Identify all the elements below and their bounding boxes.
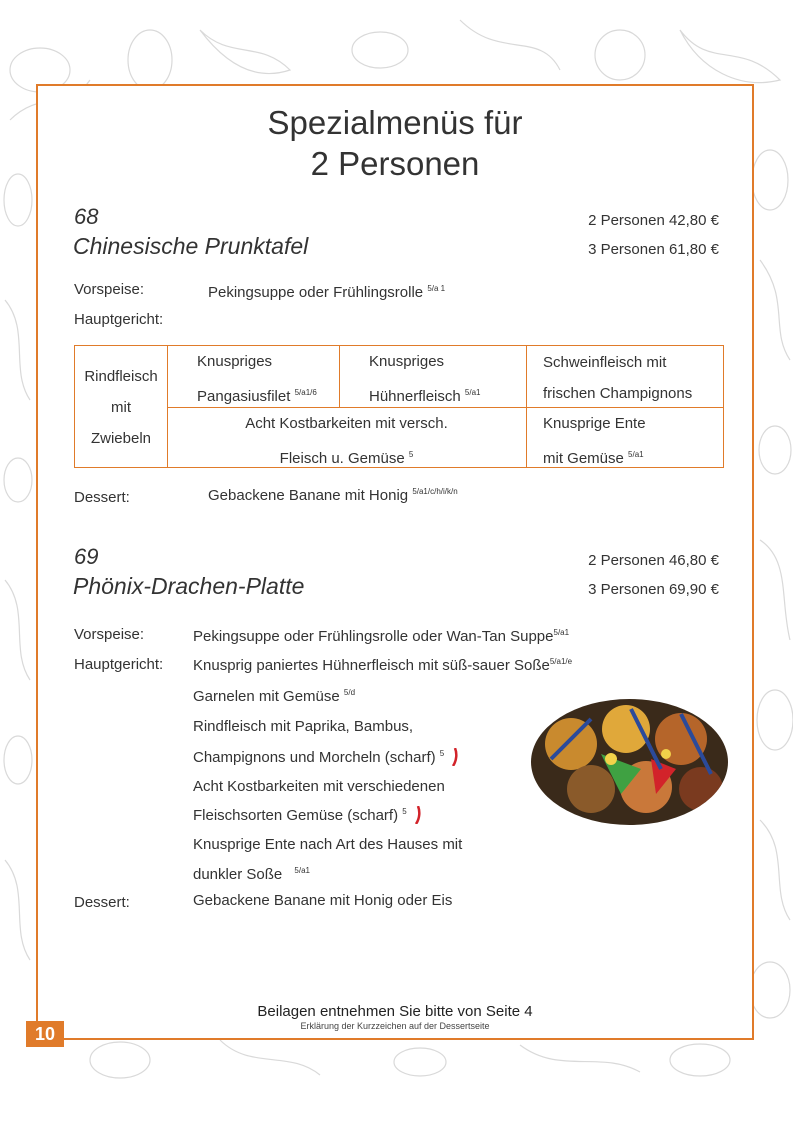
menu-69-item-5b: dunkler Soße $^{5/a1}$ — [193, 866, 310, 883]
chili-icon — [452, 748, 458, 766]
menu-68-name: Chinesische Prunktafel — [73, 233, 309, 259]
menu-69-item-4a: Acht Kostbarkeiten mit verschiedenen — [193, 778, 445, 795]
menu-68-vorspeise-label: Vorspeise: — [74, 281, 145, 298]
menu-69-item-3a: Rindfleisch mit Paprika, Bambus, — [193, 718, 414, 735]
menu-68-dessert-label: Dessert: — [74, 489, 130, 506]
menu-69-item-5a: Knusprige Ente nach Art des Hauses mit — [193, 836, 463, 853]
grid-cell-pangasius: Knuspriges Pangasiusfilet $^{5/a1/6}$ — [197, 353, 317, 405]
menu-69-number: 69 — [74, 544, 99, 569]
menu-68-price-2: 2 Personen 42,80 € — [588, 212, 719, 229]
menu-69-name: Phönix-Drachen-Platte — [73, 573, 305, 599]
page-title-line1: Spezialmenüs für — [267, 104, 523, 141]
menu-68-vorspeise — [208, 284, 445, 301]
page-title-line2: 2 Personen — [310, 145, 480, 182]
menu-68-price-3: 3 Personen 61,80 € — [588, 241, 719, 258]
menu-68-main-course-grid — [74, 345, 724, 468]
footer-subnote: Erklärung der Kurzzeichen auf der Dessertseite — [300, 1021, 490, 1031]
menu-69-vorspeise: Pekingsuppe oder Frühlingsrolle oder Wan-Tan Suppe$^{5/a1}$ — [193, 628, 570, 645]
menu-68-vorspeise-code: 5/a 1 — [427, 284, 446, 293]
grid-cell-rindfleisch: Rindfleisch mit Zwiebeln — [84, 368, 158, 447]
grid-cell-huehnerfleisch: Knuspriges Hühnerfleisch $^{5/a1}$ — [369, 353, 481, 405]
menu-69-item-2: Garnelen mit Gemüse $^{5/d}$ — [193, 688, 356, 705]
chili-icon — [415, 806, 421, 824]
menu-68-number: 68 — [74, 204, 99, 229]
menu-69-dessert: Gebackene Banane mit Honig oder Eis — [193, 892, 453, 909]
menu-69-item-4b: Fleischsorten Gemüse (scharf) $^5$ — [193, 806, 421, 824]
menu-69-dessert-label: Dessert: — [74, 894, 130, 911]
menu-69-item-3b: Champignons und Morcheln (scharf) $^5$ — [193, 748, 458, 766]
grid-cell-schweinfleisch: Schweinfleisch mit frischen Champignons — [543, 354, 693, 402]
menu-69-price-2: 2 Personen 46,80 € — [588, 552, 719, 569]
menu-69-item-1: Knusprig paniertes Hühnerfleisch mit süß-sauer Soße$^{5/a1/e}$ — [193, 657, 573, 674]
menu-69-hauptgericht-label: Hauptgericht: — [74, 656, 164, 673]
page-number-badge: 10 — [26, 1021, 64, 1047]
menu-68-hauptgericht-label: Hauptgericht: — [74, 311, 164, 328]
footer-note: Beilagen entnehmen Sie bitte von Seite 4 — [257, 1003, 533, 1020]
food-platter-photo — [531, 699, 728, 825]
grid-cell-acht-kostbarkeiten: Acht Kostbarkeiten mit versch. Fleisch u. Gemüse $^5$ — [245, 415, 448, 467]
menu-69-price-3: 3 Personen 69,90 € — [588, 581, 719, 598]
menu-69-vorspeise-label: Vorspeise: — [74, 626, 145, 643]
grid-cell-ente: Knusprige Ente mit Gemüse $^{5/a1}$ — [543, 415, 646, 467]
menu-68-dessert: Gebackene Banane mit Honig $^{5/a1/c/h/i/k/n}$ — [208, 487, 458, 504]
menu-68-vorspeise-text: Pekingsuppe oder Frühlingsrolle — [208, 284, 424, 301]
